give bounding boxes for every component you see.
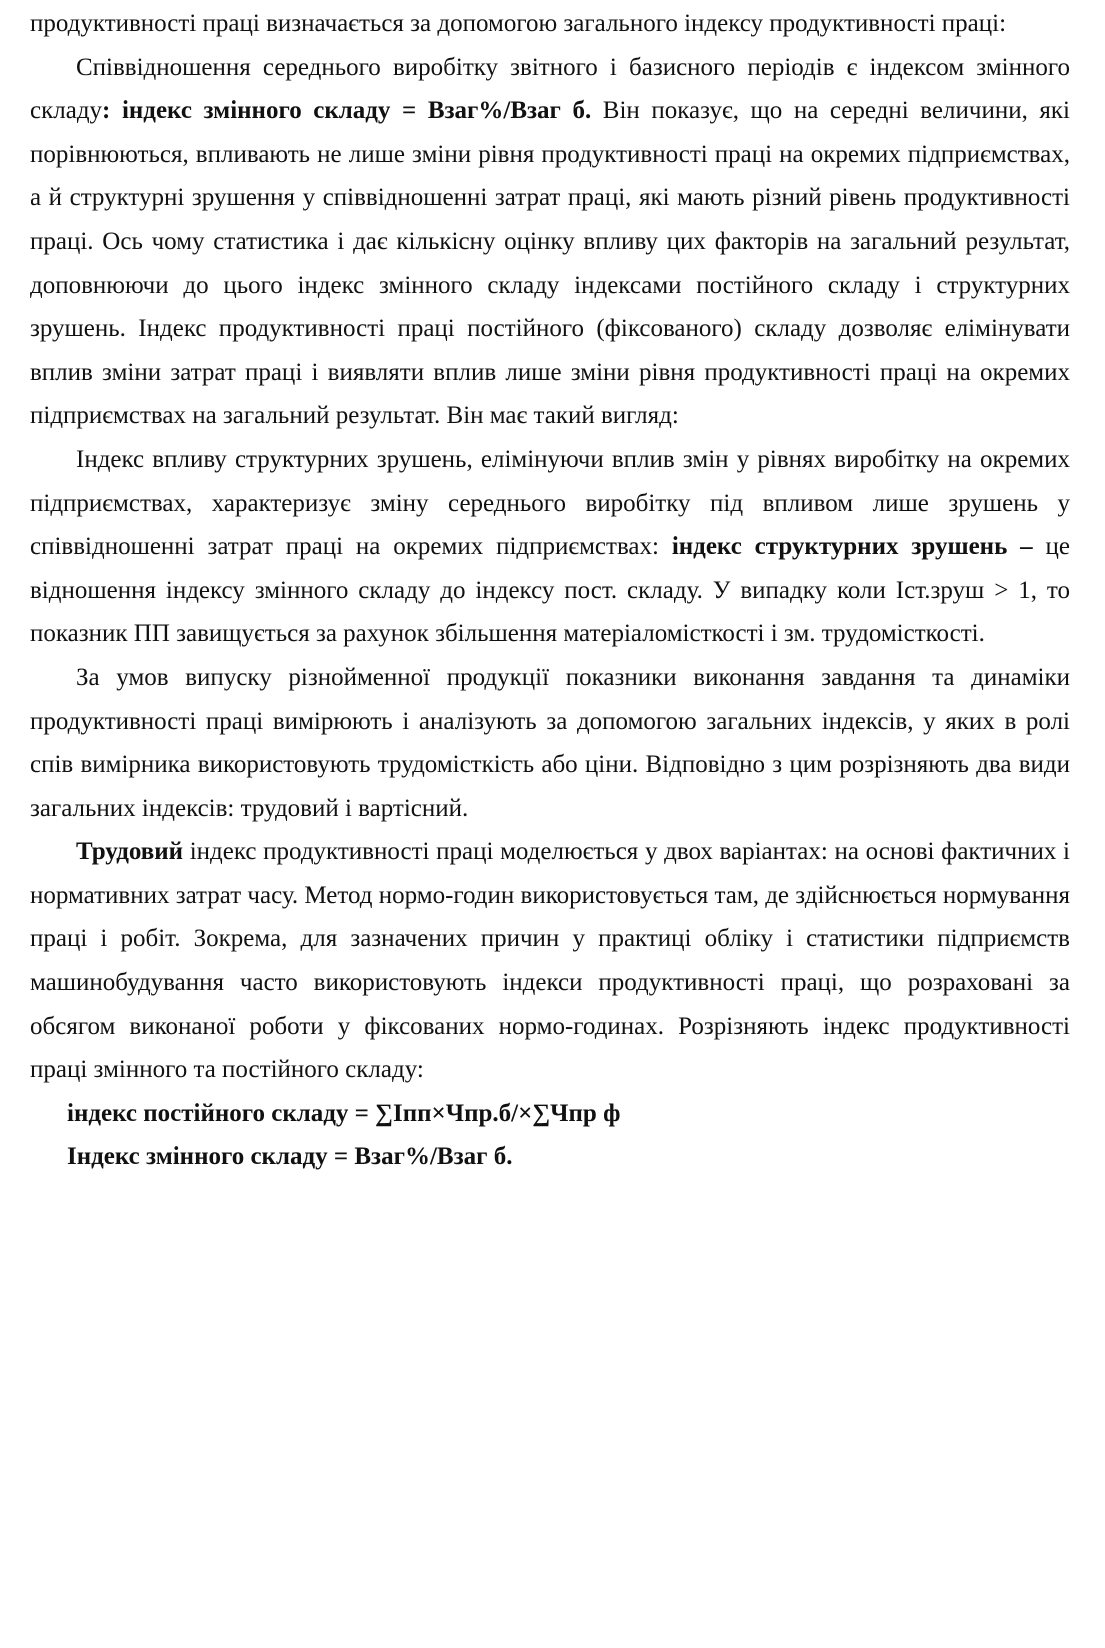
term-structural-shifts-index: індекс структурних зрушень –	[671, 533, 1033, 561]
text-segment: продуктивності праці визначається за допомогою загального індексу продуктивності праці:	[30, 10, 1007, 37]
paragraph-variable-composition	[30, 46, 1070, 438]
paragraph-general-indices	[30, 656, 1070, 830]
text-segment: це відношення індексу змінного складу до індексу пост. складу. У випадку коли Іст.зруш > 1, то показник ПП завищується за рахунок збільшення матеріаломісткості і зм. трудомісткості.	[30, 533, 1070, 648]
paragraph-structural-shifts	[30, 438, 1070, 656]
paragraph-intro	[30, 2, 1070, 46]
term-labor-index: Трудовий	[76, 838, 184, 866]
formula-constant-composition: індекс постійного складу = ∑Іпп×Чпр.б/×∑Чпр ф	[67, 1099, 621, 1127]
paragraph-labor-index	[30, 830, 1070, 1092]
text-segment: індекс продуктивності праці моделюється у двох варіантах: на основі фактичних і нормативних затрат часу. Метод нормо-годин використовується там, де здійснюється нормування праці і робіт. Зокрема, для зазначених причин у практиці обліку і статистики підприємств машинобудування часто використовують індекси продуктивності праці, що розраховані за обсягом виконаної роботи у фіксованих нормо-годинах. Розрізняють індекс продуктивності праці змінного та постійного складу:	[30, 838, 1070, 1084]
text-segment: Співвідношення середнього виробітку звітного і базисного періодів є індексом змінного складу	[30, 53, 1070, 125]
formula-variable-composition: Індекс змінного складу = Взаг%/Взаг б.	[67, 1143, 513, 1171]
document-body	[30, 2, 1070, 1179]
formula-inline-variable-index: : індекс змінного складу = Взаг%/Взаг б.	[102, 97, 592, 125]
text-segment: Індекс впливу структурних зрушень, елімінуючи вплив змін у рівнях виробітку на окремих підприємствах, характеризує зміну середнього виробітку під впливом лише зрушень у співвідношенні затрат праці на окремих підприємствах:	[30, 445, 1070, 561]
text-segment: Він показує, що на середні величини, які порівнюються, впливають не лише зміни рівня продуктивності праці на окремих підприємствах, а й структурні зрушення у співвідношенні затрат праці, які мають різний рівень продуктивності праці. Ось чому статистика і дає кількісну оцінку впливу цих факторів на загальний результат, доповнюючи до цього індекс змінного складу індексами постійного складу і структурних зрушень. Індекс продуктивності праці постійного (фіксованого) складу дозволяє елімінувати вплив зміни затрат праці і виявляти вплив лише зміни рівня продуктивності праці на окремих підприємствах на загальний результат. Він має такий вигляд:	[30, 97, 1070, 430]
text-segment: За умов випуску різнойменної продукції показники виконання завдання та динаміки продуктивності праці вимірюють і аналізують за допомогою загальних індексів, у яких в ролі спів вимірника використовують трудомісткість або ціни. Відповідно з цим розрізняють два види загальних індексів: трудовий і вартісний.	[30, 663, 1070, 822]
